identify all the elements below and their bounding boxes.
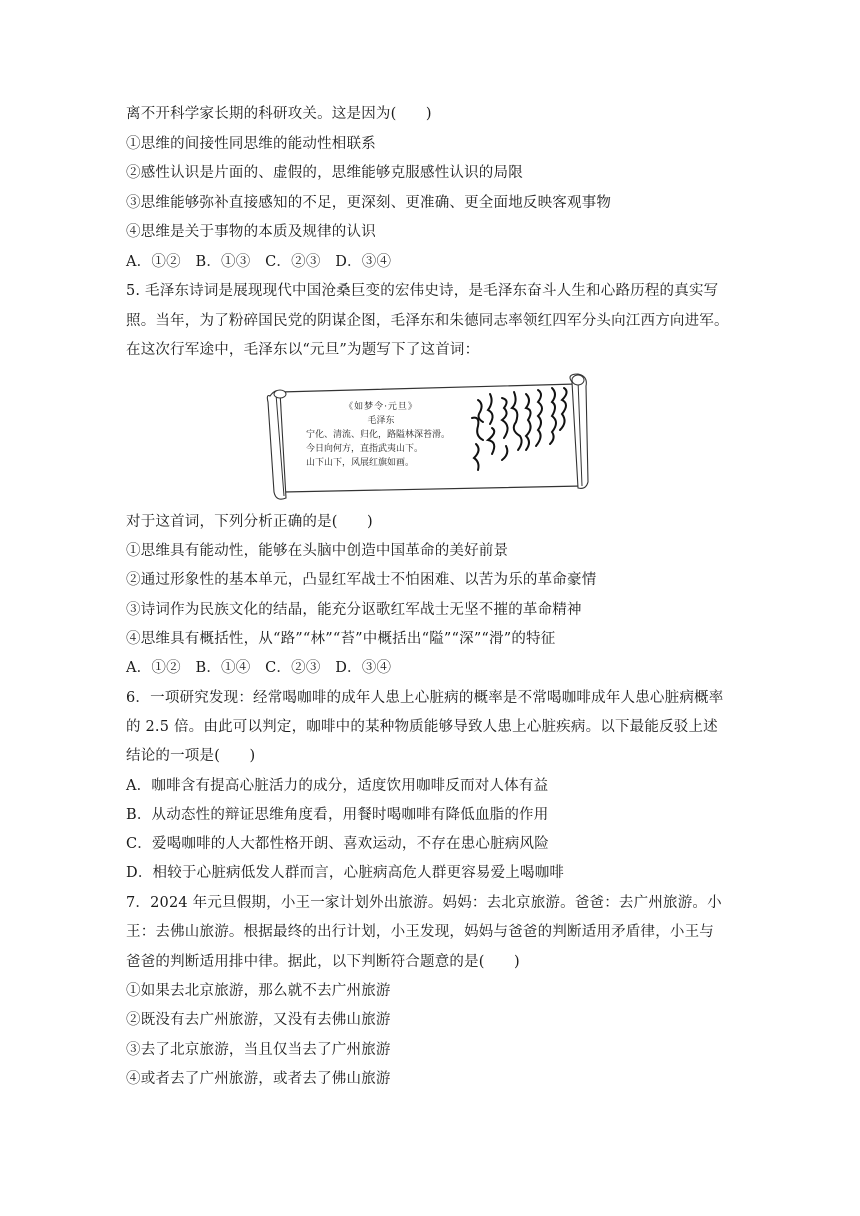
question-5-prompt: 对于这首词，下列分析正确的是( ) [126, 514, 373, 530]
question-7-stem: 7．2024 年元旦假期，小王一家计划外出旅游。妈妈：去北京旅游。爸爸：去广州旅游。小 [126, 895, 722, 911]
poem-scroll-image [266, 370, 592, 504]
answer-choices: A．①② B．①③ C．②③ D．③④ [126, 254, 392, 270]
option-3: ③诗词作为民族文化的结晶，能充分讴歌红军战士无坚不摧的革命精神 [126, 602, 582, 618]
poem-line: 山下山下，风展红旗如画。 [306, 458, 415, 468]
question-6-stem: 结论的一项是( ) [126, 748, 256, 764]
answer-choices: A．①② B．①④ C．②③ D．③④ [126, 660, 392, 676]
option-3: ③思维能够弥补直接感知的不足，更深刻、更准确、更全面地反映客观事物 [126, 195, 612, 211]
choice-d: D．相较于心脏病低发人群而言，心脏病高危人群更容易爱上喝咖啡 [126, 865, 565, 881]
question-7-stem: 爸爸的判断适用排中律。据此，以下判断符合题意的是( ) [126, 954, 520, 970]
question-5-stem: 5. 毛泽东诗词是展现现代中国沧桑巨变的宏伟史诗，是毛泽东奋斗人生和心路历程的真实写 [126, 283, 719, 299]
question-6-stem: 6．一项研究发现：经常喝咖啡的成年人患上心脏病的概率是不常喝咖啡成年人患心脏病概率 [126, 690, 724, 706]
question-6-stem: 的 2.5 倍。由此可以判定，咖啡中的某种物质能够导致人患上心脏疾病。以下最能反驳上述 [126, 719, 718, 735]
poem-author: 毛泽东 [367, 416, 395, 426]
poem-line: 宁化、清流、归化，路隘林深苔滑。 [306, 430, 451, 440]
question-7-stem: 王：去佛山旅游。根据最终的出行计划，小王发现，妈妈与爸爸的判断适用矛盾律，小王与 [126, 924, 714, 940]
option-2: ②既没有去广州旅游，又没有去佛山旅游 [126, 1012, 391, 1028]
choice-b: B．从动态性的辩证思维角度看，用餐时喝咖啡有降低血脂的作用 [126, 807, 549, 823]
option-2: ②通过形象性的基本单元，凸显红军战士不怕困难、以苦为乐的革命豪情 [126, 572, 597, 588]
choice-a: A．咖啡含有提高心脏活力的成分，适度饮用咖啡反而对人体有益 [126, 778, 549, 794]
option-1: ①思维的间接性同思维的能动性相联系 [126, 136, 376, 152]
question-5-stem: 在这次行军途中，毛泽东以“元旦”为题写下了这首词： [126, 342, 480, 358]
poem-line: 今日向何方，直指武夷山下。 [306, 444, 424, 454]
question-5-stem: 照。当年，为了粉碎国民党的阴谋企图，毛泽东和朱德同志率领红四军分头向江西方向进军。 [126, 313, 729, 329]
option-4: ④思维是关于事物的本质及规律的认识 [126, 224, 376, 240]
option-2: ②感性认识是片面的、虚假的，思维能够克服感性认识的局限 [126, 165, 523, 181]
poem-text [296, 400, 466, 470]
option-4: ④思维具有概括性，从“路”“林”“苔”中概括出“隘”“深”“滑”的特征 [126, 631, 556, 647]
choice-c: C．爱喝咖啡的人大都性格开朗、喜欢运动，不存在患心脏病风险 [126, 836, 549, 852]
option-3: ③去了北京旅游，当且仅当去了广州旅游 [126, 1042, 391, 1058]
poem-title: 《如梦令·元旦》 [344, 402, 418, 412]
option-1: ①如果去北京旅游，那么就不去广州旅游 [126, 983, 391, 999]
option-4: ④或者去了广州旅游，或者去了佛山旅游 [126, 1071, 391, 1087]
text-line: 离不开科学家长期的科研攻关。这是因为( ) [126, 106, 432, 122]
option-1: ①思维具有能动性，能够在头脑中创造中国革命的美好前景 [126, 543, 509, 559]
